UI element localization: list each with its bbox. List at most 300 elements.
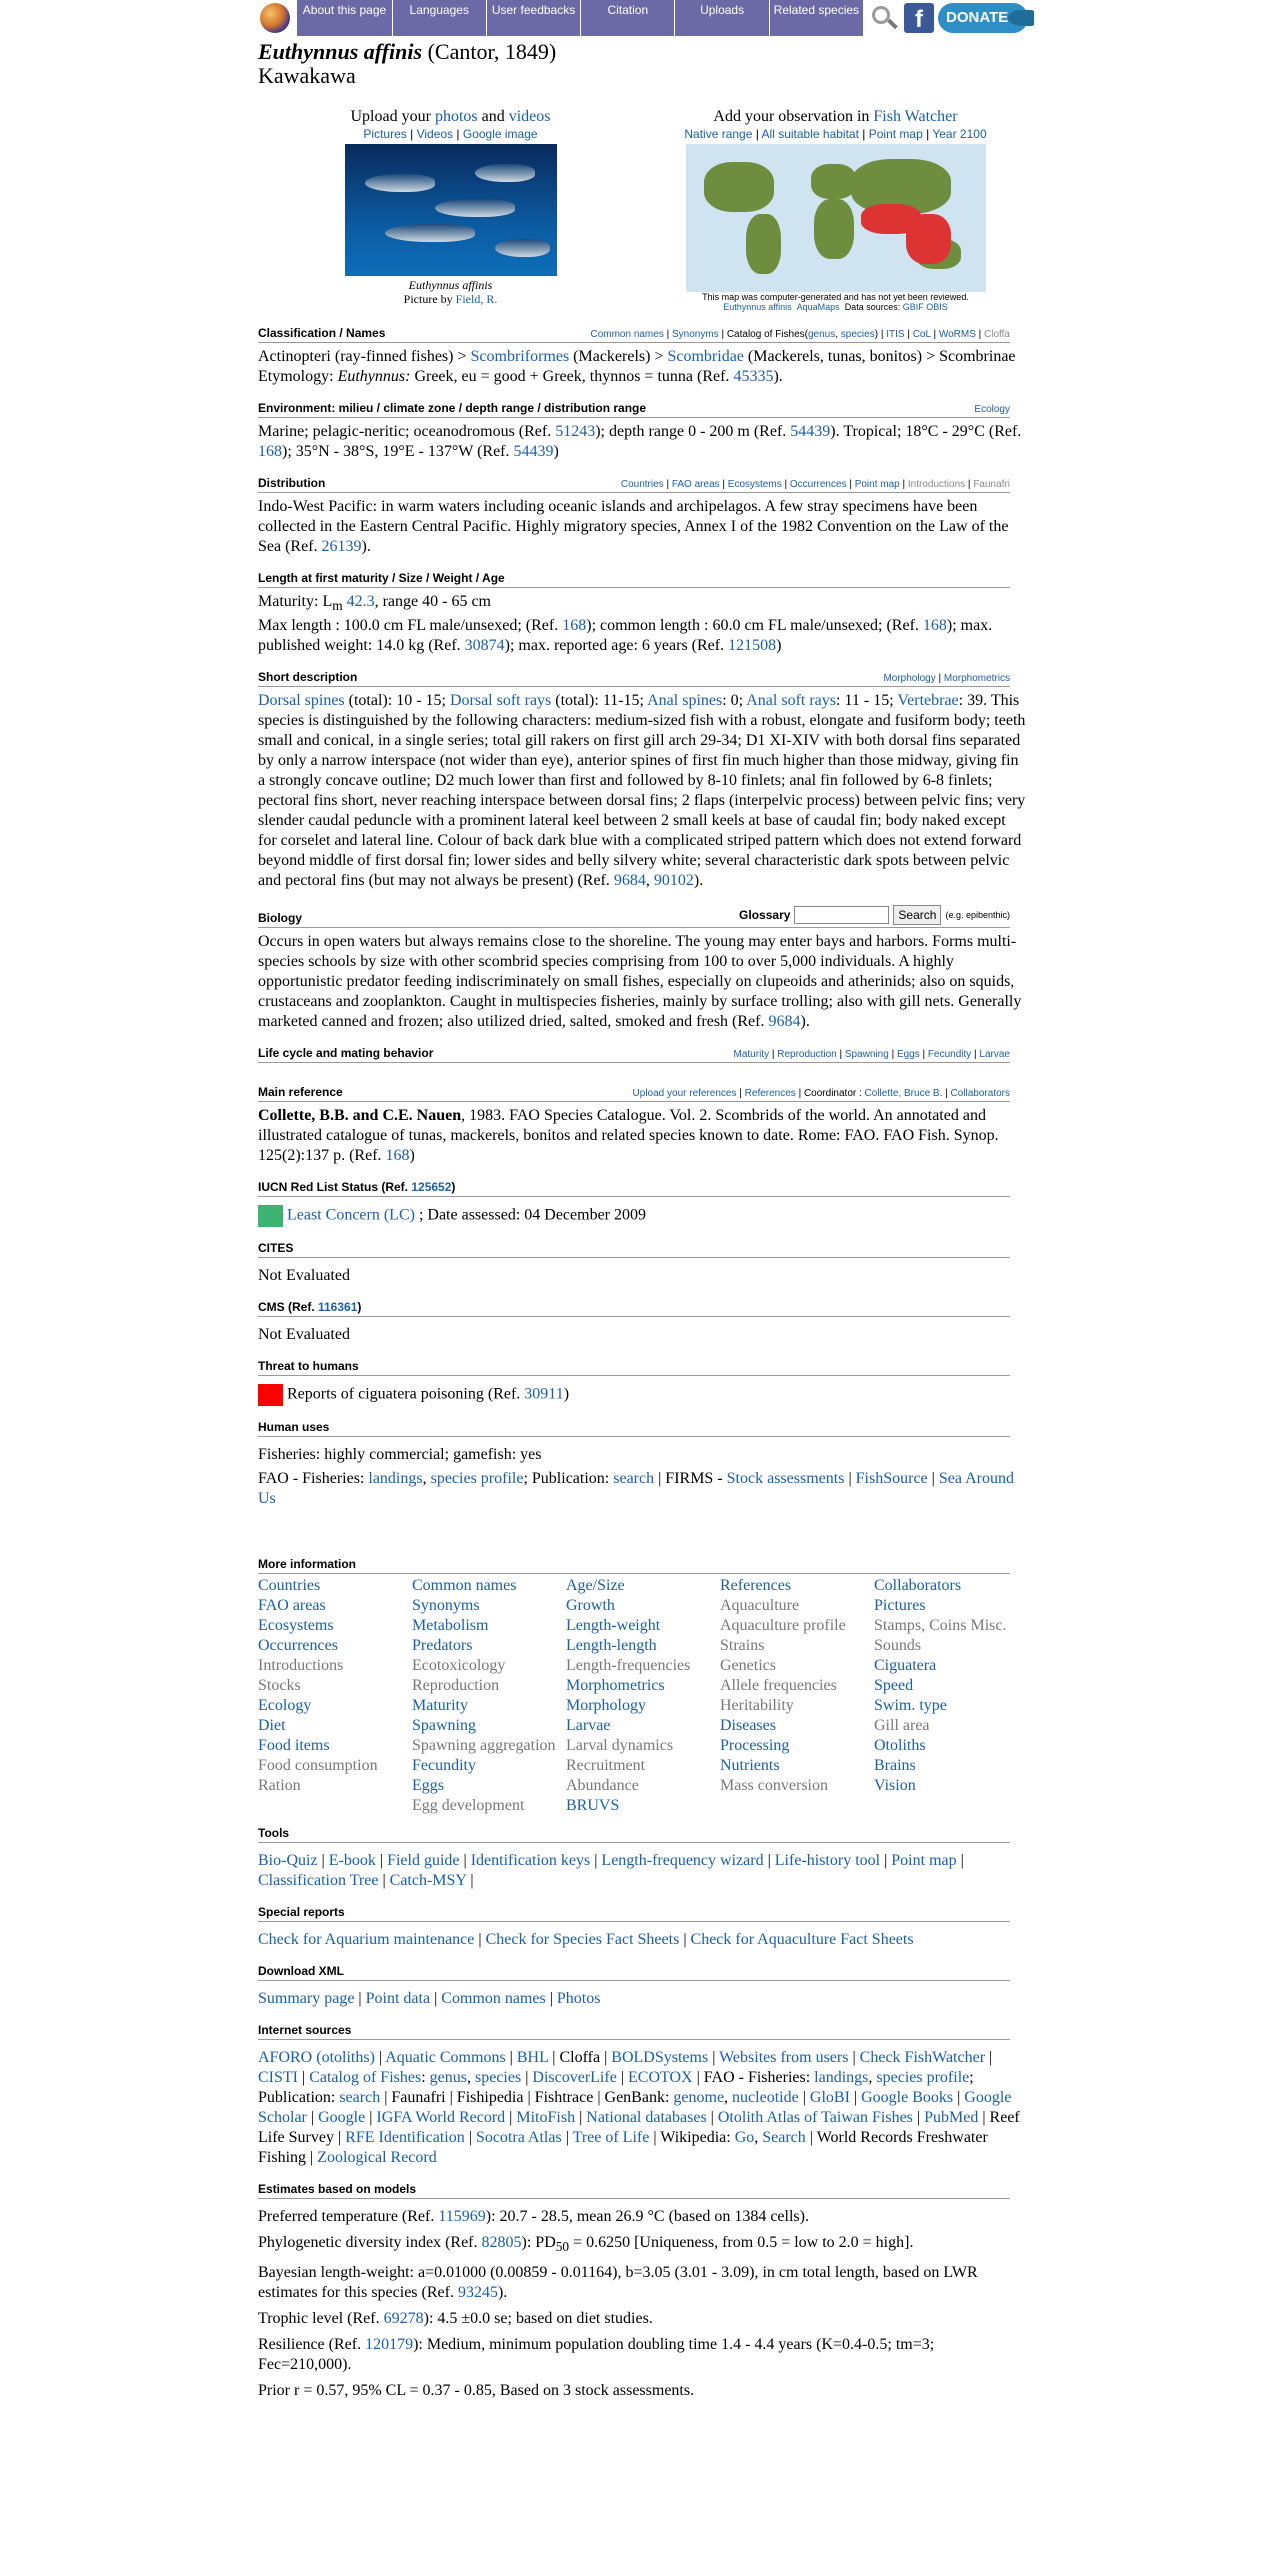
biology-section bbox=[258, 905, 1028, 1032]
tool-link-point-map[interactable]: Point map bbox=[891, 1852, 957, 1870]
more-link-ecology[interactable]: Ecology bbox=[258, 1697, 312, 1715]
family-link[interactable]: Scombridae bbox=[667, 348, 744, 365]
top-nav bbox=[258, 0, 1028, 36]
source-link-google-scholar[interactable]: Google Scholar bbox=[258, 2089, 1012, 2127]
search-icon[interactable] bbox=[868, 3, 900, 33]
tab-about[interactable]: About this page bbox=[297, 0, 392, 36]
more-link-common-names[interactable]: Common names bbox=[412, 1577, 517, 1595]
distribution-section: Distribution Countries | FAO areas | Ecosystems | Occurrences | Point map | Introductions | Faunafri Indo-West Pacific: in warm waters including oceanic islands and archipelagos. A few stray specimens have been collected in the Eastern Central Pacific. Highly migratory species, Annex I of the 1982 Convention on the Law of the Sea (Ref. 26139). bbox=[258, 476, 1028, 557]
source-link-cisti[interactable]: CISTI bbox=[258, 2069, 298, 2087]
source-link-go[interactable]: Go bbox=[734, 2129, 755, 2147]
more-link-speed[interactable]: Speed bbox=[874, 1677, 914, 1695]
source-text: | bbox=[953, 2089, 965, 2107]
xml-link-photos[interactable]: Photos bbox=[556, 1990, 601, 2008]
status-badge bbox=[258, 1205, 283, 1227]
more-link-spawning-aggregation: Spawning aggregation bbox=[412, 1737, 556, 1755]
source-text: | bbox=[616, 2069, 628, 2087]
common-name: Kawakawa bbox=[258, 63, 356, 88]
photo-panel bbox=[258, 108, 643, 312]
tool-link-e-book[interactable]: E-book bbox=[328, 1852, 376, 1870]
source-link-bhl[interactable]: BHL bbox=[516, 2049, 549, 2067]
more-link-countries[interactable]: Countries bbox=[258, 1577, 321, 1595]
ref-link[interactable]: 120179 bbox=[365, 2336, 414, 2354]
year-2100-link[interactable]: Year 2100 bbox=[932, 127, 987, 141]
cms-section bbox=[258, 1300, 1028, 1345]
len-b: ); common length : 60.0 cm FL male/unsexed; (Ref. bbox=[586, 617, 923, 635]
col-link[interactable]: CoL bbox=[912, 329, 931, 340]
ety-text: Greek, eu = good + Greek, thynnos = tunna (Ref. bbox=[410, 368, 734, 385]
more-link-synonyms[interactable]: Synonyms bbox=[412, 1597, 480, 1615]
more-link-ration: Ration bbox=[258, 1777, 301, 1795]
more-info-column bbox=[566, 1576, 720, 1816]
point-map-link[interactable]: Point map bbox=[854, 479, 900, 490]
source-link-catalog-of-fishes[interactable]: Catalog of Fishes bbox=[309, 2069, 422, 2087]
itis-link[interactable]: ITIS bbox=[886, 329, 905, 340]
xml-link-point-data[interactable]: Point data bbox=[365, 1990, 431, 2008]
source-link-genome[interactable]: genome bbox=[673, 2089, 725, 2107]
occurrences-link[interactable]: Occurrences bbox=[789, 479, 847, 490]
ref-link[interactable]: 82805 bbox=[481, 2234, 522, 2252]
source-text: | bbox=[306, 2109, 319, 2127]
ref-link[interactable]: 168 bbox=[258, 443, 282, 460]
iucn-date: ; Date assessed: 04 December 2009 bbox=[414, 1206, 646, 1224]
photographer-link[interactable]: Field, R. bbox=[455, 292, 498, 306]
more-link-fecundity[interactable]: Fecundity bbox=[412, 1757, 476, 1775]
landings-link[interactable]: landings bbox=[368, 1470, 423, 1488]
more-link-food-consumption: Food consumption bbox=[258, 1757, 378, 1775]
tools-section bbox=[258, 1826, 1028, 1891]
dist-end: ). bbox=[361, 538, 371, 555]
section-title: Download XML bbox=[258, 1964, 344, 1979]
source-text: | Cloffa | bbox=[548, 2049, 612, 2067]
sd-end: ). bbox=[693, 872, 704, 890]
ref-link[interactable]: 30911 bbox=[524, 1385, 564, 1403]
more-link-maturity[interactable]: Maturity bbox=[412, 1697, 468, 1715]
dorsal-spines-link[interactable]: Dorsal spines bbox=[258, 692, 345, 710]
more-link-spawning[interactable]: Spawning bbox=[412, 1717, 476, 1735]
internet-sources-section bbox=[258, 2023, 1028, 2168]
section-title: Threat to humans bbox=[258, 1359, 359, 1374]
catalog-genus-link[interactable]: genus bbox=[807, 329, 836, 340]
fishbase-logo[interactable] bbox=[258, 0, 293, 36]
source-link-websites-from-users[interactable]: Websites from users bbox=[719, 2049, 849, 2067]
iucn-status-link[interactable]: Least Concern (LC) bbox=[287, 1206, 415, 1224]
source-link-aquatic-commons[interactable]: Aquatic Commons bbox=[385, 2049, 506, 2067]
more-link-morphometrics[interactable]: Morphometrics bbox=[566, 1677, 665, 1695]
cms-text: Not Evaluated bbox=[258, 1326, 350, 1344]
more-link-strains: Strains bbox=[720, 1637, 765, 1655]
phylo-c: = 0.6250 [Uniqueness, from 0.5 = low to 2.0 = high]. bbox=[569, 2234, 914, 2252]
section-title: Human uses bbox=[258, 1420, 330, 1435]
source-link-otolith-atlas-of-taiwan-fishes[interactable]: Otolith Atlas of Taiwan Fishes bbox=[717, 2109, 913, 2127]
more-link-sounds: Sounds bbox=[874, 1637, 922, 1655]
source-link-pubmed[interactable]: PubMed bbox=[924, 2109, 979, 2127]
download-xml-section bbox=[258, 1964, 1028, 2009]
more-info-column bbox=[874, 1576, 1028, 1816]
glossary-search-button[interactable]: Search bbox=[893, 905, 941, 925]
observation-heading bbox=[643, 108, 1028, 126]
source-link-socotra-atlas[interactable]: Socotra Atlas bbox=[475, 2129, 562, 2147]
more-link-larvae[interactable]: Larvae bbox=[566, 1717, 611, 1735]
stock-assessments-link[interactable]: Stock assessments bbox=[726, 1470, 845, 1488]
common-names-link[interactable]: Common names bbox=[590, 329, 664, 340]
coordinator-link[interactable]: Collette, Bruce B. bbox=[864, 1088, 943, 1100]
preferred-temperature bbox=[258, 2207, 1028, 2227]
obs-pre: Add your observation in bbox=[713, 108, 874, 125]
more-link-pictures[interactable]: Pictures bbox=[874, 1597, 926, 1615]
map-species-link[interactable]: Euthynnus affinis bbox=[723, 302, 792, 312]
credit-pre: Picture by bbox=[403, 292, 456, 306]
ref-link[interactable]: 9684 bbox=[613, 872, 646, 890]
sea-around-us-link[interactable]: Sea Around Us bbox=[258, 1470, 1014, 1508]
short-description-section: Short description Morphology | Morphometrics Dorsal spines (total): 10 - 15; Dorsal soft rays (total): 11-15; Anal spines: 0; Anal soft rays: 11 - 15; Vertebrae: 39. This species is distinguished by the following characters: medium-sized fish with a robust, elongate and fusiform body; teeth small and conical, in a single series; total gill rakers on first gill arch 29-34; D1 XI-XIV with both dorsal fins separated by only a narrow interspace (not wider than eye), anterior spines of first fin much higher than those midway, giving fin a strongly concave outline; D2 much lower than first and followed by 8-10 finlets; anal fin followed by 6-8 finlets; pectoral fins short, never reaching interspace between dorsal fins; 2 flaps (interpelvic process) between pelvic fins; very slender caudal peduncle with a prominent lateral keel between 2 small keels at base of caudal fin; body naked except for corselet and lateral line. Colour of back dark blue with a complicated striped pattern which does not extend forward beyond middle of first dorsal fin; lower sides and belly silvery white; several characteristic dark spots between pelvic and pectoral fins (but may not always be present) (Ref. 9684, 90102). bbox=[258, 670, 1028, 891]
more-link-genetics: Genetics bbox=[720, 1657, 776, 1675]
sd-text: : 39. This species is distinguished by the following characters: medium-sized fish with a robust, elongate and fusiform body; teeth small and conical, in a single series; total gill rakers on first gill arch 29-34; D1 XI-XIV with both dorsal fins separated by only a narrow interspace (not wider than eye), anterior spines of first fin much higher than those midway, giving fin a strongly concave outline; D2 much lower than first and followed by 8-10 finlets; anal fin followed by 6-8 finlets; pectoral fins short, never reaching interspace between dorsal fins; 2 flaps (interpelvic process) between pelvic fins; very slender caudal peduncle with a prominent lateral keel between 2 small keels at base of caudal fin; body naked except for corselet and lateral line. Colour of back dark blue with a complicated striped pattern which does not extend forward beyond middle of first dorsal fin; lower sides and belly silvery white; several characteristic dark spots between pelvic and pectoral fins (but may not always be present) (Ref. bbox=[258, 692, 1026, 890]
more-link-morphology[interactable]: Morphology bbox=[566, 1697, 646, 1715]
section-title: Life cycle and mating behavior bbox=[258, 1046, 434, 1061]
nav-icons bbox=[868, 0, 1028, 36]
glossary-input[interactable] bbox=[794, 906, 889, 924]
more-link-ecotoxicology: Ecotoxicology bbox=[412, 1657, 506, 1675]
more-link-vision[interactable]: Vision bbox=[874, 1777, 916, 1795]
fish-icon bbox=[1008, 10, 1034, 26]
more-link-stocks: Stocks bbox=[258, 1677, 301, 1695]
videos-link[interactable]: videos bbox=[508, 108, 551, 125]
section-title: Short description bbox=[258, 670, 358, 685]
ref-link[interactable]: 51243 bbox=[555, 423, 596, 440]
threat-section bbox=[258, 1359, 1028, 1406]
ref-link[interactable]: 121508 bbox=[728, 637, 777, 655]
donate-button[interactable] bbox=[938, 3, 1028, 33]
morphometrics-link[interactable]: Morphometrics bbox=[943, 673, 1010, 685]
tools-list: Bio-Quiz | E-book | Field guide | Identification keys | Length-frequency wizard | Life-history tool | Point map | Classification Tree | Catch-MSY | bbox=[258, 1852, 964, 1890]
fishsource-link[interactable]: FishSource bbox=[855, 1470, 928, 1488]
ref-end: ) bbox=[409, 1147, 415, 1165]
source-text: | bbox=[521, 2069, 533, 2087]
ref-link[interactable]: 54439 bbox=[513, 443, 554, 460]
source-link-species[interactable]: species bbox=[474, 2069, 522, 2087]
more-link-food-items[interactable]: Food items bbox=[258, 1737, 330, 1755]
order-link[interactable]: Scombriformes bbox=[470, 348, 570, 365]
source-link-genus[interactable]: genus bbox=[429, 2069, 467, 2087]
source-text: , bbox=[754, 2129, 763, 2147]
mat-sub: m bbox=[332, 598, 343, 614]
worms-link[interactable]: WoRMS bbox=[938, 329, 976, 340]
ref-link[interactable]: 168 bbox=[562, 617, 587, 635]
upload-pre: Upload your bbox=[350, 108, 435, 125]
media-row bbox=[258, 108, 1028, 312]
source-text: | bbox=[575, 2109, 587, 2127]
ecology-link[interactable]: Ecology bbox=[974, 404, 1010, 415]
tool-link-identification-keys[interactable]: Identification keys bbox=[470, 1852, 591, 1870]
facebook-icon[interactable]: f bbox=[904, 3, 934, 33]
more-link-bruvs[interactable]: BRUVS bbox=[566, 1797, 620, 1815]
anal-spines-link[interactable]: Anal spines bbox=[647, 692, 723, 710]
more-link-abundance: Abundance bbox=[566, 1777, 639, 1795]
fao-areas-link[interactable]: FAO areas bbox=[671, 479, 720, 490]
source-link-aforo-otoliths[interactable]: AFORO (otoliths) bbox=[258, 2049, 375, 2067]
env-e: ) bbox=[553, 443, 559, 460]
ref-link[interactable]: 168 bbox=[385, 1147, 410, 1165]
source-link-discoverlife[interactable]: DiscoverLife bbox=[532, 2069, 617, 2087]
source-link-nucleotide[interactable]: nucleotide bbox=[732, 2089, 799, 2107]
more-link-reproduction: Reproduction bbox=[412, 1677, 500, 1695]
cms-title-end: ) bbox=[357, 1300, 362, 1315]
ety-pre: Etymology: bbox=[258, 368, 338, 385]
more-link-swim-type[interactable]: Swim. type bbox=[874, 1697, 947, 1715]
search-link[interactable]: search bbox=[613, 1470, 655, 1488]
collaborators-link[interactable]: Collaborators bbox=[950, 1088, 1010, 1100]
more-link-length-weight[interactable]: Length-weight bbox=[566, 1617, 661, 1635]
more-link-introductions: Introductions bbox=[258, 1657, 344, 1675]
source-text: , bbox=[724, 2089, 733, 2107]
more-link-collaborators[interactable]: Collaborators bbox=[874, 1577, 962, 1595]
source-text: | bbox=[708, 2049, 720, 2067]
iucn-title: IUCN Red List Status (Ref. bbox=[258, 1180, 412, 1195]
ref-link[interactable]: 26139 bbox=[321, 538, 362, 555]
source-link-check-fishwatcher[interactable]: Check FishWatcher bbox=[859, 2049, 986, 2067]
tax-c: (Mackerels) > bbox=[569, 348, 668, 365]
page-title bbox=[258, 40, 1028, 64]
synonyms-link[interactable]: Synonyms bbox=[671, 329, 719, 340]
tab-related-species[interactable]: Related species bbox=[770, 0, 864, 36]
xml-link-common-names[interactable]: Common names bbox=[441, 1990, 546, 2008]
section-title: Classification / Names bbox=[258, 326, 386, 340]
estimates-section bbox=[258, 2182, 1028, 2401]
fisheries-line: Fisheries: highly commercial; gamefish: yes bbox=[258, 1446, 542, 1464]
references-link[interactable]: References bbox=[744, 1088, 796, 1100]
source-text: | bbox=[849, 2089, 862, 2107]
cms-title: CMS (Ref. bbox=[258, 1300, 318, 1315]
len-d: ); max. reported age: 6 years (Ref. bbox=[504, 637, 729, 655]
source-link-species-profile[interactable]: species profile bbox=[876, 2069, 970, 2087]
source-link-boldsystems[interactable]: BOLDSystems bbox=[611, 2049, 709, 2067]
tool-link-bio-quiz[interactable]: Bio-Quiz bbox=[258, 1852, 318, 1870]
more-link-length-length[interactable]: Length-length bbox=[566, 1637, 657, 1655]
source-link-national-databases[interactable]: National databases bbox=[586, 2109, 707, 2127]
tool-link-life-history-tool[interactable]: Life-history tool bbox=[774, 1852, 881, 1870]
globe-icon bbox=[260, 3, 290, 33]
cites-text: Not Evaluated bbox=[258, 1267, 350, 1285]
source-text: | bbox=[374, 2049, 386, 2067]
tool-link-classification-tree[interactable]: Classification Tree bbox=[258, 1872, 379, 1890]
section-title: Distribution bbox=[258, 476, 326, 490]
main-reference-text bbox=[258, 1106, 1028, 1166]
species-profile-link[interactable]: species profile bbox=[430, 1470, 524, 1488]
more-link-predators[interactable]: Predators bbox=[412, 1637, 473, 1655]
more-link-diseases[interactable]: Diseases bbox=[720, 1717, 776, 1735]
author: (Cantor, 1849) bbox=[422, 39, 557, 64]
env-b: ); depth range 0 - 200 m (Ref. bbox=[595, 423, 791, 440]
photos-link[interactable]: photos bbox=[434, 108, 478, 125]
more-link-brains[interactable]: Brains bbox=[874, 1757, 916, 1775]
source-link-zoological-record[interactable]: Zoological Record bbox=[317, 2149, 437, 2167]
glossary-label: Glossary bbox=[739, 908, 791, 923]
xml-link-summary-page[interactable]: Summary page bbox=[258, 1990, 355, 2008]
distribution-text bbox=[258, 497, 1028, 557]
ref-link[interactable]: 69278 bbox=[383, 2310, 424, 2328]
section-title: Internet sources bbox=[258, 2023, 352, 2038]
more-link-metabolism[interactable]: Metabolism bbox=[412, 1617, 489, 1635]
source-link-mitofish[interactable]: MitoFish bbox=[516, 2109, 576, 2127]
countries-link[interactable]: Countries bbox=[620, 479, 664, 490]
map-note bbox=[643, 292, 1028, 312]
pictures-link[interactable]: Pictures bbox=[363, 127, 407, 141]
gbif-obis-link[interactable]: GBIF OBIS bbox=[902, 302, 948, 312]
source-link-search[interactable]: Search bbox=[762, 2129, 806, 2147]
more-link-diet[interactable]: Diet bbox=[258, 1717, 286, 1735]
source-link-search[interactable]: search bbox=[339, 2089, 381, 2107]
maturity-line bbox=[258, 592, 1028, 616]
photo-credit bbox=[258, 292, 643, 306]
fecundity-link[interactable]: Fecundity bbox=[927, 1049, 972, 1061]
catalog-species-link[interactable]: species bbox=[840, 329, 875, 340]
iucn-status bbox=[258, 1205, 1028, 1227]
morphology-link[interactable]: Morphology bbox=[883, 673, 936, 685]
hu-i: | bbox=[844, 1470, 856, 1488]
source-link-globi[interactable]: GloBI bbox=[809, 2089, 850, 2107]
spawning-link[interactable]: Spawning bbox=[844, 1049, 889, 1061]
more-link-occurrences[interactable]: Occurrences bbox=[258, 1637, 338, 1655]
ref-link[interactable]: 115969 bbox=[438, 2208, 486, 2226]
more-link-ecosystems[interactable]: Ecosystems bbox=[258, 1617, 334, 1635]
xml-list: Summary page | Point data | Common names | Photos bbox=[258, 1990, 601, 2008]
aquamaps-link[interactable]: AquaMaps bbox=[796, 302, 840, 312]
ref-link[interactable]: 116361 bbox=[318, 1300, 358, 1315]
tax-a: Actinopteri (ray-finned fishes) > bbox=[258, 348, 471, 365]
human-uses-section bbox=[258, 1420, 1028, 1509]
section-title: Estimates based on models bbox=[258, 2182, 417, 2197]
report-link-check-for-aquarium-maintenance[interactable]: Check for Aquarium maintenance bbox=[258, 1931, 475, 1949]
section-title: Biology bbox=[258, 911, 302, 926]
threat-label: Reports of ciguatera poisoning (Ref. bbox=[287, 1385, 525, 1403]
section-title: Main reference bbox=[258, 1085, 343, 1100]
ref-link[interactable]: 45335 bbox=[733, 368, 774, 385]
map-links: Native range | All suitable habitat | Point map | Year 2100 bbox=[684, 127, 987, 141]
google-image-link[interactable]: Google image bbox=[462, 127, 538, 141]
env-a: Marine; pelagic-neritic; oceanodromous (Ref. bbox=[258, 423, 556, 440]
distribution-map[interactable] bbox=[686, 144, 986, 292]
ref-link[interactable]: 93245 bbox=[457, 2284, 498, 2302]
source-link-ecotox[interactable]: ECOTOX bbox=[628, 2069, 693, 2087]
more-link-growth[interactable]: Growth bbox=[566, 1597, 615, 1615]
tab-languages[interactable]: Languages bbox=[393, 0, 487, 36]
ref-link[interactable]: 54439 bbox=[790, 423, 831, 440]
catalog-label: Catalog of Fishes( bbox=[726, 329, 808, 340]
upload-references-link[interactable]: Upload your references bbox=[632, 1088, 737, 1100]
tool-link-field-guide[interactable]: Field guide bbox=[387, 1852, 460, 1870]
more-link-eggs[interactable]: Eggs bbox=[412, 1777, 444, 1795]
resilience bbox=[258, 2335, 1028, 2375]
source-link-landings[interactable]: landings bbox=[814, 2069, 869, 2087]
glossary-note: (e.g. epibenthic) bbox=[945, 910, 1010, 921]
source-text: | bbox=[505, 2109, 517, 2127]
point-map-link[interactable]: Point map bbox=[868, 127, 923, 141]
more-info-grid bbox=[258, 1576, 1028, 1816]
more-link-mass-conversion: Mass conversion bbox=[720, 1777, 828, 1795]
ref-link[interactable]: 168 bbox=[922, 617, 947, 635]
more-link-fao-areas[interactable]: FAO areas bbox=[258, 1597, 326, 1615]
source-text: | bbox=[798, 2089, 810, 2107]
upload-heading bbox=[258, 108, 643, 126]
troph-a: Trophic level (Ref. bbox=[258, 2310, 384, 2328]
native-range-link[interactable]: Native range bbox=[684, 127, 753, 141]
iucn-section bbox=[258, 1180, 1028, 1227]
source-link-google-books[interactable]: Google Books bbox=[861, 2089, 954, 2107]
source-text: | Wikipedia: bbox=[649, 2129, 735, 2147]
fish-photo[interactable] bbox=[345, 144, 557, 276]
source-text: | bbox=[706, 2109, 718, 2127]
source-text: | FAO - Fisheries: bbox=[692, 2069, 815, 2087]
more-link-references[interactable]: References bbox=[720, 1577, 792, 1595]
source-link-tree-of-life[interactable]: Tree of Life bbox=[572, 2129, 650, 2147]
section-title: More information bbox=[258, 1557, 356, 1572]
videos-sub-link[interactable]: Videos bbox=[416, 127, 454, 141]
hu-k: | bbox=[927, 1470, 939, 1488]
hu-a: FAO - Fisheries: bbox=[258, 1470, 369, 1488]
source-text: | bbox=[848, 2049, 860, 2067]
bio-text: Occurs in open waters but always remains close to the shoreline. The young may enter bays and harbors. Forms multi-species schools by size with other scombrid species comprising from 100 to over 5,000 individuals. A highly opportunistic predator feeding indiscriminately on small fishes, especially on clupeoids and atherinids; also on squids, crustaceans and zooplankton. Caught in multispecies fisheries, mainly by surface trolling; also with gill nets. Generally marketed canned and frozen; also utilized dried, salted, smoked and fresh (Ref. bbox=[258, 933, 1022, 1031]
tab-user-feedbacks[interactable]: User feedbacks bbox=[487, 0, 581, 36]
more-link-age-size[interactable]: Age/Size bbox=[566, 1577, 625, 1595]
tool-link-length-frequency-wizard[interactable]: Length-frequency wizard bbox=[601, 1852, 764, 1870]
ecosystems-link[interactable]: Ecosystems bbox=[727, 479, 782, 490]
anal-soft-rays-link[interactable]: Anal soft rays bbox=[746, 692, 837, 710]
source-link-google[interactable]: Google bbox=[318, 2109, 366, 2127]
more-link-otoliths[interactable]: Otoliths bbox=[874, 1737, 926, 1755]
fao-line bbox=[258, 1469, 1028, 1509]
dorsal-soft-rays-link[interactable]: Dorsal soft rays bbox=[449, 692, 552, 710]
ref-link[interactable]: 90102 bbox=[653, 872, 694, 890]
more-link-larval-dynamics: Larval dynamics bbox=[566, 1737, 674, 1755]
more-link-nutrients[interactable]: Nutrients bbox=[720, 1757, 780, 1775]
tab-citation[interactable]: Citation bbox=[581, 0, 675, 36]
maturity-value-link[interactable]: 42.3 bbox=[346, 593, 375, 610]
section-title: Environment: milieu / climate zone / depth range / distribution range bbox=[258, 401, 647, 415]
dist-text: Indo-West Pacific: in warm waters including oceanic islands and archipelagos. A few stray specimens have been collected in the Eastern Central Pacific. Highly migratory species, Annex I of the 1982 Convention on the Law of the Sea (Ref. bbox=[258, 498, 1009, 555]
source-text: | bbox=[912, 2109, 925, 2127]
report-link-check-for-aquaculture-fact-sheets[interactable]: Check for Aquaculture Fact Sheets bbox=[690, 1931, 914, 1949]
section-title bbox=[258, 1180, 455, 1194]
report-link-check-for-species-fact-sheets[interactable]: Check for Species Fact Sheets bbox=[485, 1931, 680, 1949]
source-link-rfe-identification[interactable]: RFE Identification bbox=[345, 2129, 465, 2147]
fish-watcher-link[interactable]: Fish Watcher bbox=[873, 108, 958, 125]
vertebrae-link[interactable]: Vertebrae bbox=[897, 692, 959, 710]
ref-link[interactable]: 30874 bbox=[464, 637, 505, 655]
tool-link-catch-msy[interactable]: Catch-MSY bbox=[389, 1872, 467, 1890]
eggs-link[interactable]: Eggs bbox=[896, 1049, 920, 1061]
source-link-igfa-world-record[interactable]: IGFA World Record bbox=[376, 2109, 506, 2127]
more-link-length-frequencies: Length-frequencies bbox=[566, 1657, 691, 1675]
cloffa-label: Cloffa bbox=[984, 329, 1010, 340]
section-title: Length at first maturity / Size / Weight / Age bbox=[258, 571, 505, 585]
mat-pre: Maturity: L bbox=[258, 593, 333, 610]
hu-g: | FIRMS - bbox=[654, 1470, 727, 1488]
more-link-processing[interactable]: Processing bbox=[720, 1737, 790, 1755]
suitable-habitat-link[interactable]: All suitable habitat bbox=[761, 127, 859, 141]
tab-uploads[interactable]: Uploads bbox=[675, 0, 769, 36]
reproduction-link[interactable]: Reproduction bbox=[777, 1049, 837, 1061]
larvae-link[interactable]: Larvae bbox=[979, 1049, 1010, 1061]
threat-text bbox=[258, 1384, 1028, 1406]
more-link-ciguatera[interactable]: Ciguatera bbox=[874, 1657, 937, 1675]
environment-text bbox=[258, 422, 1028, 462]
maturity-link[interactable]: Maturity bbox=[733, 1049, 770, 1061]
ref-link[interactable]: 9684 bbox=[768, 1013, 801, 1031]
length-section bbox=[258, 571, 1028, 656]
source-text: | Faunafri | Fishipedia | Fishtrace | GenBank: bbox=[380, 2089, 674, 2107]
ref-link[interactable]: 125652 bbox=[411, 1180, 452, 1195]
